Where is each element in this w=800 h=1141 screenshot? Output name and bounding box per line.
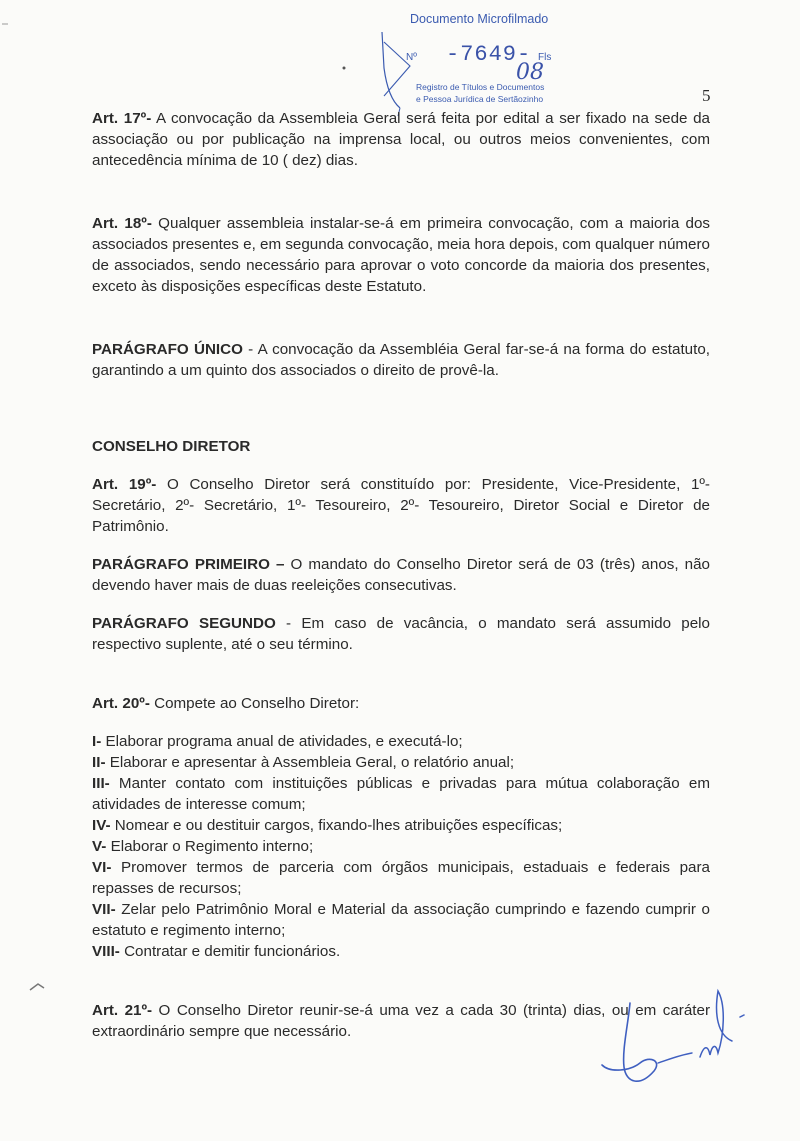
list-item-text: Contratar e demitir funcionários. [119, 943, 341, 960]
paragrafo-segundo-label: PARÁGRAFO SEGUNDO [92, 615, 276, 632]
article-21-text: O Conselho Diretor reunir-se-á uma vez a cada 30 (trinta) dias, ou em caráter extraordinário sempre que necessário. [92, 1002, 711, 1040]
list-item-text: Nomear e ou destituir cargos, fixando-lhes atribuições específicas; [110, 817, 563, 834]
list-item-number: III- [92, 775, 110, 792]
article-17 [92, 108, 710, 171]
paragrafo-segundo-text: - Em caso de vacância, o mandato será assumido pelo respectivo suplente, até o seu término. [92, 615, 710, 653]
paragrafo-primeiro [92, 554, 710, 596]
stamp-registry-line-2: e Pessoa Jurídica de Sertãozinho [416, 94, 544, 104]
list-item [92, 857, 710, 899]
list-item-number: VI- [92, 859, 112, 876]
microfilm-stamp [370, 8, 600, 118]
list-item [92, 899, 710, 941]
list-item-number: II- [92, 754, 106, 771]
list-item-text: Zelar pelo Patrimônio Moral e Material da associação cumprindo e fazendo cumprir o estatuto e regimento interno; [92, 901, 710, 939]
paragrafo-unico [92, 339, 710, 381]
paragrafo-unico-label: PARÁGRAFO ÚNICO [92, 341, 243, 358]
list-item-number: VII- [92, 901, 116, 918]
article-20-label: Art. 20º- [92, 695, 150, 712]
list-item-text: Elaborar programa anual de atividades, e executá-lo; [101, 733, 463, 750]
list-item [92, 773, 710, 815]
paragrafo-primeiro-text: O mandato do Conselho Diretor será de 03 (três) anos, não devendo haver mais de duas reeleições consecutivas. [92, 556, 710, 594]
article-18-text: Qualquer assembleia instalar-se-á em primeira convocação, com a maioria dos associados presentes e, em segunda convocação, meia hora depois, com qualquer número de associados, sendo necessário para aprovar o voto concorde da maioria dos presentes, exceto às disposições específicas deste Estatuto. [92, 215, 711, 295]
list-item-text: Manter contato com instituições públicas e privadas para mútua colaboração em atividades de interesse comum; [92, 775, 710, 813]
list-item-text: Elaborar o Regimento interno; [106, 838, 314, 855]
article-21-label: Art. 21º- [92, 1002, 153, 1019]
list-item-number: IV- [92, 817, 111, 834]
article-20-text: Compete ao Conselho Diretor: [149, 695, 360, 712]
list-item-number: VIII- [92, 943, 120, 960]
article-18 [92, 213, 710, 297]
article-19-text: O Conselho Diretor será constituído por: Presidente, Vice-Presidente, 1º-Secretário, 2º- Secretário, 1º- Tesoureiro, 2º- Tesoureiro, Diretor Social e Diretor de Patrimônio. [92, 476, 710, 535]
paragrafo-unico-text: - A convocação da Assembléia Geral far-se-á na forma do estatuto, garantindo a um quinto dos associados o direito de provê-la. [92, 341, 710, 379]
scan-speck [340, 64, 348, 72]
scan-speck [28, 980, 48, 994]
paragrafo-primeiro-label: PARÁGRAFO PRIMEIRO – [92, 556, 285, 573]
article-18-label: Art. 18º- [92, 215, 152, 232]
list-item-text: Elaborar e apresentar à Assembleia Geral, o relatório anual; [105, 754, 515, 771]
article-17-label: Art. 17º- [92, 110, 152, 127]
list-item [92, 731, 710, 752]
scan-speck [0, 20, 12, 28]
list-item [92, 815, 710, 836]
stamp-number-label: Nº [406, 52, 417, 63]
article-20-list [92, 731, 710, 962]
document-body [92, 108, 710, 1042]
list-item-number: V- [92, 838, 107, 855]
article-20 [92, 693, 710, 714]
article-17-text: A convocação da Assembleia Geral será feita por edital a ser fixado na sede da associação ou por publicação na imprensa local, ou outros meios convenientes, com antecedência mínima de 10 ( dez) dias. [92, 110, 710, 169]
list-item [92, 941, 710, 962]
stamp-registry-line-1: Registro de Títulos e Documentos [416, 82, 545, 92]
list-item [92, 752, 710, 773]
article-19 [92, 474, 710, 537]
stamp-number: -7649- [446, 42, 532, 67]
handwritten-signature [600, 975, 780, 1105]
stamp-folio: 08 [516, 60, 544, 85]
paragrafo-segundo [92, 613, 710, 655]
stamp-title: Documento Microfilmado [410, 12, 549, 26]
list-item [92, 836, 710, 857]
stamp-fls-label: Fls [538, 52, 552, 63]
article-19-label: Art. 19º- [92, 476, 157, 493]
list-item-number: I- [92, 733, 102, 750]
list-item-text: Promover termos de parceria com órgãos municipais, estaduais e federais para repasses de recursos; [92, 859, 710, 897]
section-heading-conselho-diretor: CONSELHO DIRETOR [92, 438, 251, 455]
page-number: 5 [702, 86, 711, 105]
